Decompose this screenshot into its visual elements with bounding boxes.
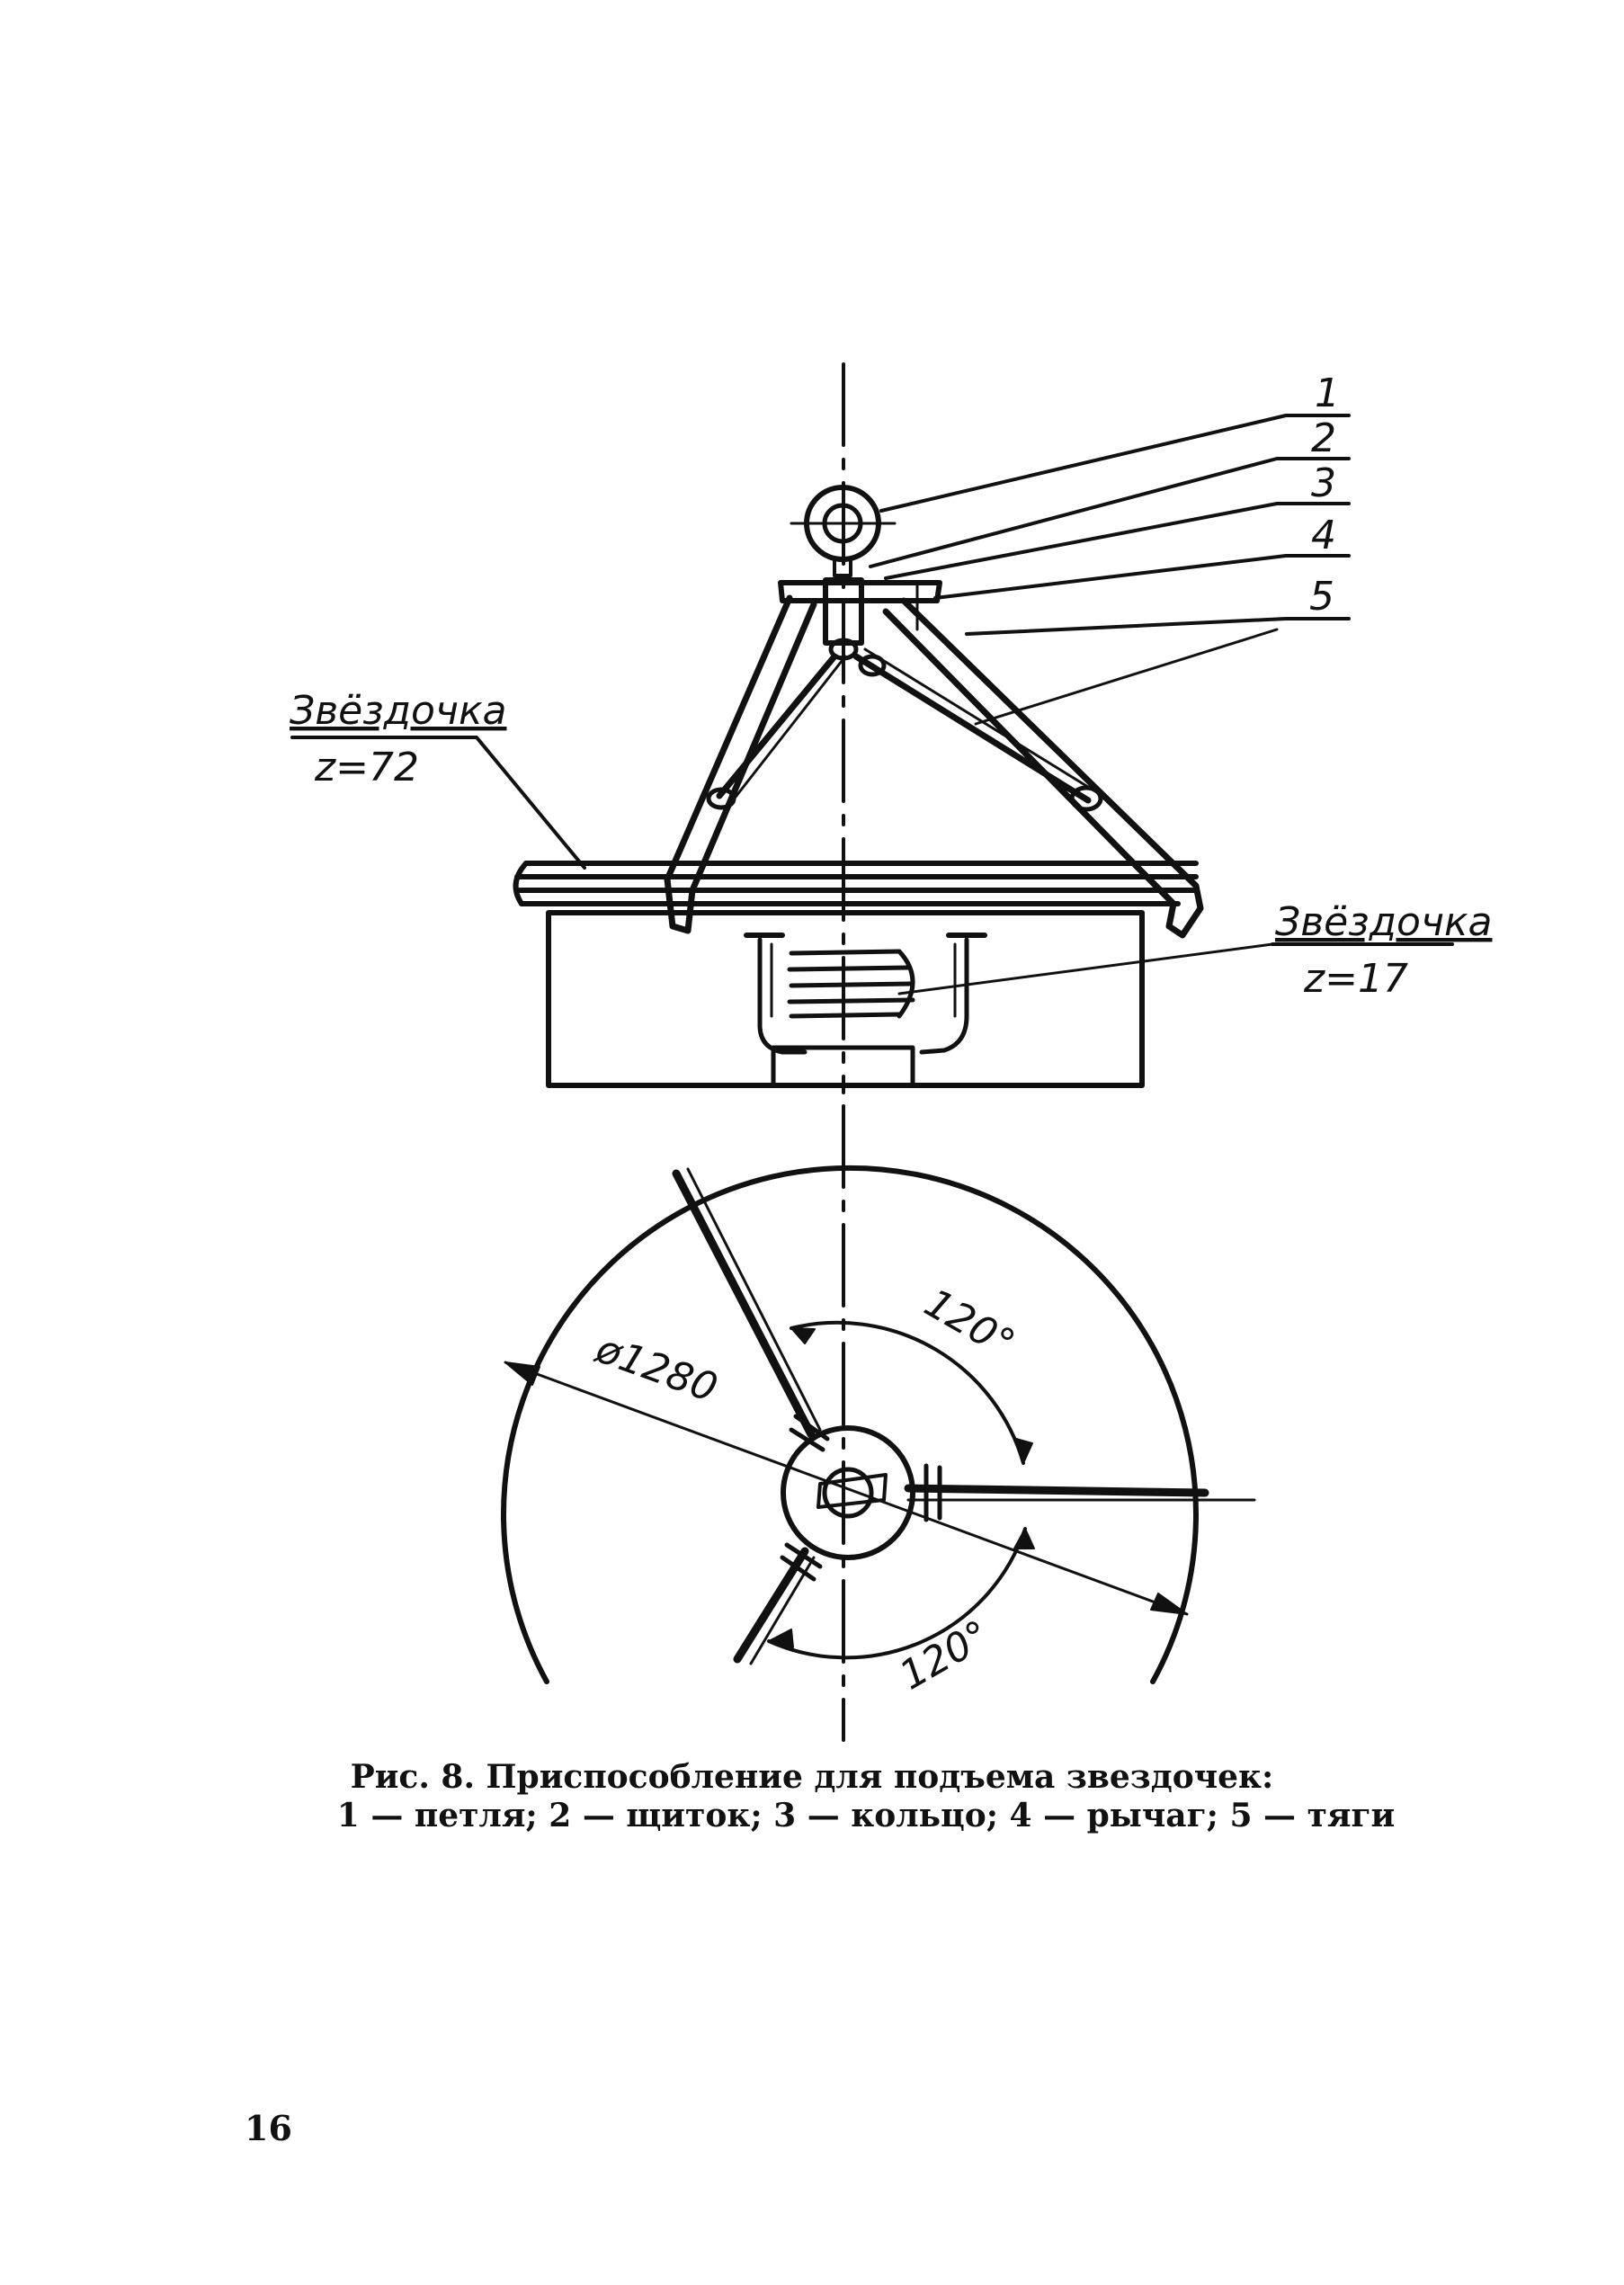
sprocket-large-body — [516, 863, 1196, 1085]
callout-5: 5 — [1309, 574, 1334, 620]
angle-lower-label: 120° — [892, 1611, 998, 1700]
callout-4: 4 — [1311, 513, 1336, 558]
sprocket-small-teeth: z=17 — [1304, 956, 1408, 1002]
callout-3: 3 — [1311, 460, 1336, 506]
callout-1: 1 — [1315, 370, 1340, 416]
sprocket-small-body — [746, 935, 985, 1085]
sprocket-large-name: Звёздочка — [290, 688, 507, 734]
angle-upper-label: 120° — [916, 1280, 1022, 1368]
callout-2: 2 — [1311, 415, 1336, 461]
sprocket-large-teeth: z=72 — [315, 745, 419, 790]
tie-rods — [709, 649, 1101, 809]
figure-caption-title: Рис. 8. Приспособление для подъема звездочек: — [350, 1758, 1274, 1796]
plan-view — [504, 1168, 1254, 1682]
figure-caption-legend: 1 — петля; 2 — щиток; 3 — кольцо; 4 — рычаг; 5 — тяги — [336, 1797, 1396, 1834]
diameter-label: ø1280 — [590, 1325, 724, 1412]
sprocket-small-name: Звёздочка — [1275, 899, 1493, 945]
page-number: 16 — [245, 2108, 292, 2148]
callout-numbers — [1309, 370, 1340, 620]
